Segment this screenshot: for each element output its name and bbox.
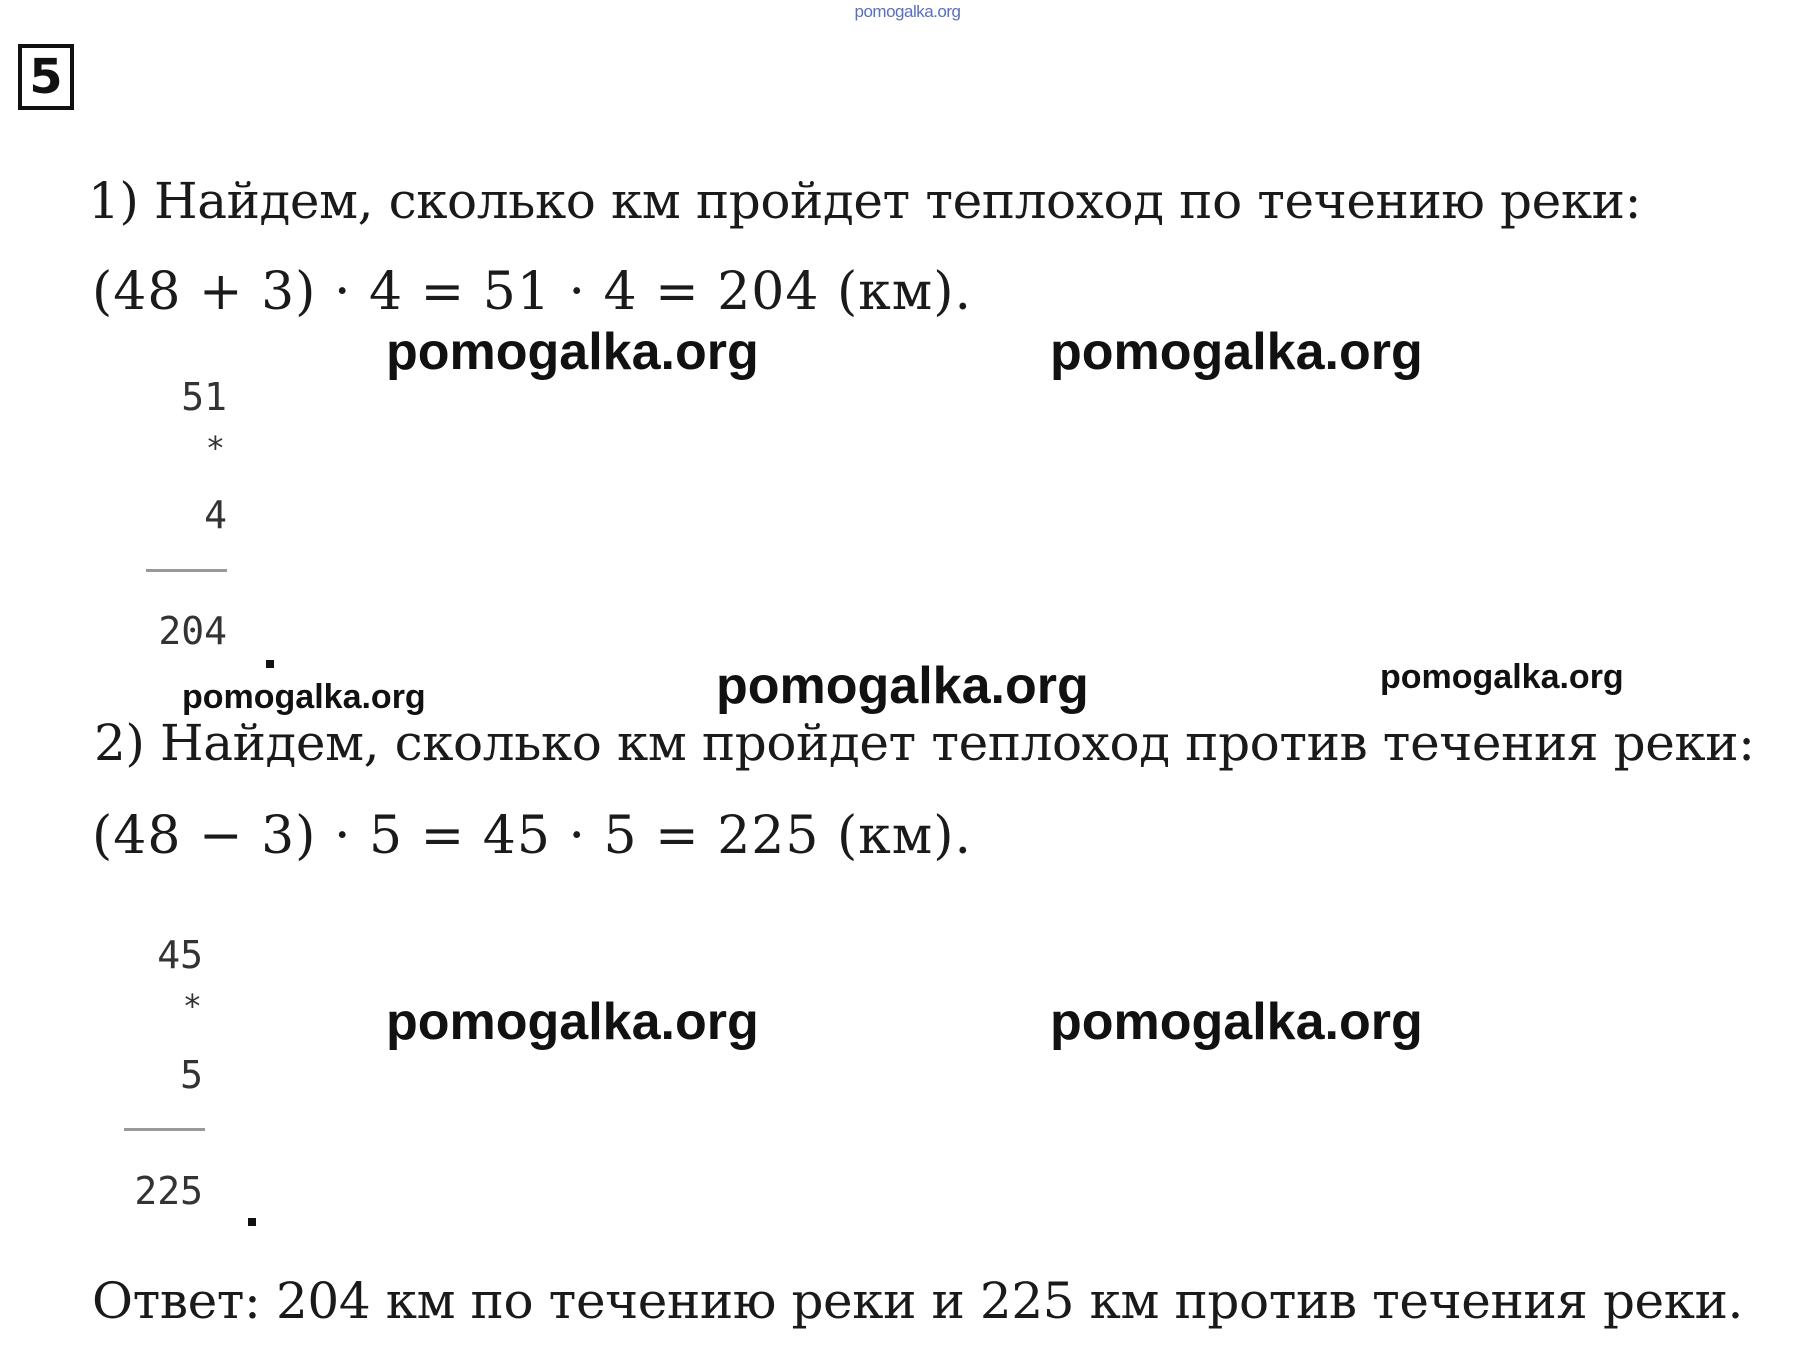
- task-number: 5: [29, 49, 63, 105]
- step2-formula: (48 − 3) · 5 = 45 · 5 = 225 (км).: [92, 806, 973, 866]
- period-dot: [266, 660, 274, 668]
- column-operator: *: [182, 987, 202, 1025]
- top-watermark: pomogalka.org: [854, 2, 961, 21]
- step2-text: 2) Найдем, сколько км пройдет теплоход против течения реки:: [94, 714, 1755, 772]
- period-dot: [248, 1218, 256, 1226]
- column-result: 225: [134, 1169, 203, 1213]
- column-multiplier: 5: [180, 1053, 203, 1097]
- watermark: pomogalka.org: [182, 678, 426, 716]
- column-multiplicand: 51: [181, 375, 227, 419]
- watermark: pomogalka.org: [1050, 323, 1423, 381]
- watermark: pomogalka.org: [716, 657, 1089, 715]
- column-result: 204: [158, 609, 227, 653]
- watermark: pomogalka.org: [1380, 658, 1624, 696]
- task-number-box: [18, 44, 74, 110]
- column-divider: [146, 569, 227, 572]
- column-multiplier: 4: [204, 493, 227, 537]
- watermark: pomogalka.org: [386, 993, 759, 1051]
- column-operator: *: [205, 429, 225, 467]
- watermark: pomogalka.org: [1050, 993, 1423, 1051]
- answer-text: Ответ: 204 км по течению реки и 225 км против течения реки.: [92, 1272, 1744, 1330]
- column-multiplicand: 45: [157, 933, 203, 977]
- step1-formula: (48 + 3) · 4 = 51 · 4 = 204 (км).: [92, 262, 973, 322]
- column-divider: [124, 1128, 205, 1131]
- watermark: pomogalka.org: [386, 323, 759, 381]
- step1-text: 1) Найдем, сколько км пройдет теплоход по течению реки:: [88, 172, 1642, 230]
